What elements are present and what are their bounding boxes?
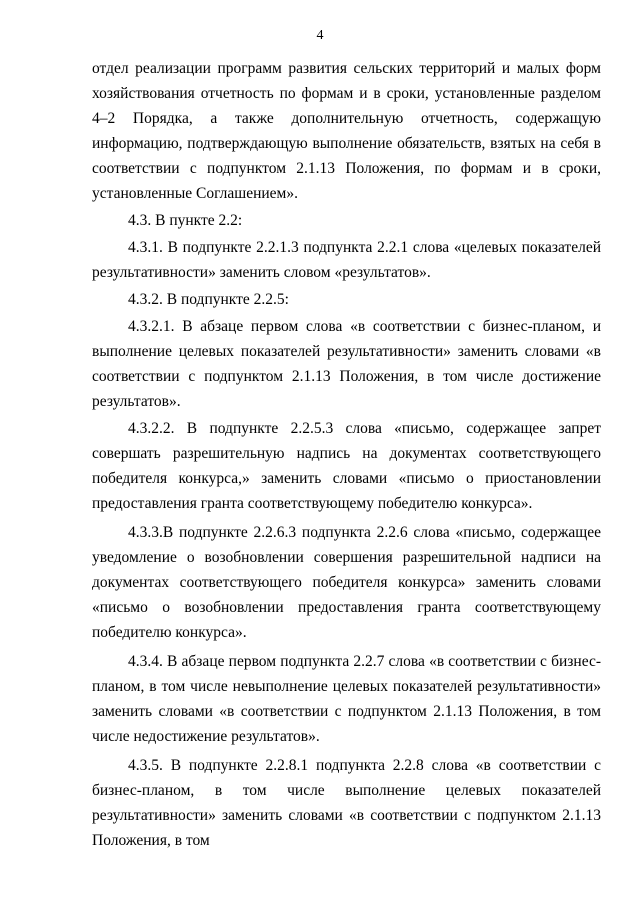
paragraph-4-3-4: 4.3.4. В абзаце первом подпункта 2.2.7 слова «в соответствии с бизнес-планом, в том числе невыполнение целевых показателей результативности» заменить словами «в соответствии с подпунктом 2.1.13 Положения, в том числе недостижение результатов». [92,653,601,745]
paragraph-4-3-2: 4.3.2. В подпункте 2.2.5: [128,291,289,308]
page-number: 4 [316,28,324,43]
paragraph-4-3-1: 4.3.1. В подпункте 2.2.1.3 подпункта 2.2.1 слова «целевых показателей результативности» заменить словом «результатов». [92,239,601,281]
paragraph-4-3-2-1: 4.3.2.1. В абзаце первом слова «в соответствии с бизнес-планом, и выполнение целевых показателей результативности» заменить словами «в соответствии с подпунктом 2.1.13 Положения, в том числе достижение результатов». [92,318,601,410]
paragraph-4-3-2-2: 4.3.2.2. В подпункте 2.2.5.3 слова «письмо, содержащее запрет совершать разрешительную надпись на документах соответствующего победителя конкурса,» заменить словами «письмо о приостановлении предоставления гранта соответствующему победителю конкурса». [92,420,601,512]
paragraph-4-3-3: 4.3.3.В подпункте 2.2.6.3 подпункта 2.2.6 слова «письмо, содержащее уведомление о возобновлении совершения разрешительной надписи на документах соответствующего победителя конкурса» заменить словами «письмо о возобновлении предоставления гранта соответствующему победителю конкурса». [92,524,601,641]
paragraph-continuation: отдел реализации программ развития сельских территорий и малых форм хозяйствования отчетность по формам и в сроки, установленные разделом 4–2 Порядка, а также дополнительную отчетность, содержащую информацию, подтверждающую выполнение обязательств, взятых на себя в соответствии с подпунктом 2.1.13 Положения, по формам и в сроки, установленные Соглашением». [92,60,601,202]
paragraph-4-3: 4.3. В пункте 2.2: [128,212,243,229]
document-body [92,56,601,853]
paragraph-4-3-5: 4.3.5. В подпункте 2.2.8.1 подпункта 2.2.8 слова «в соответствии с бизнес-планом, в том числе выполнение целевых показателей результативности» заменить словами «в соответствии с подпунктом 2.1.13 Положения, в том [92,757,601,849]
